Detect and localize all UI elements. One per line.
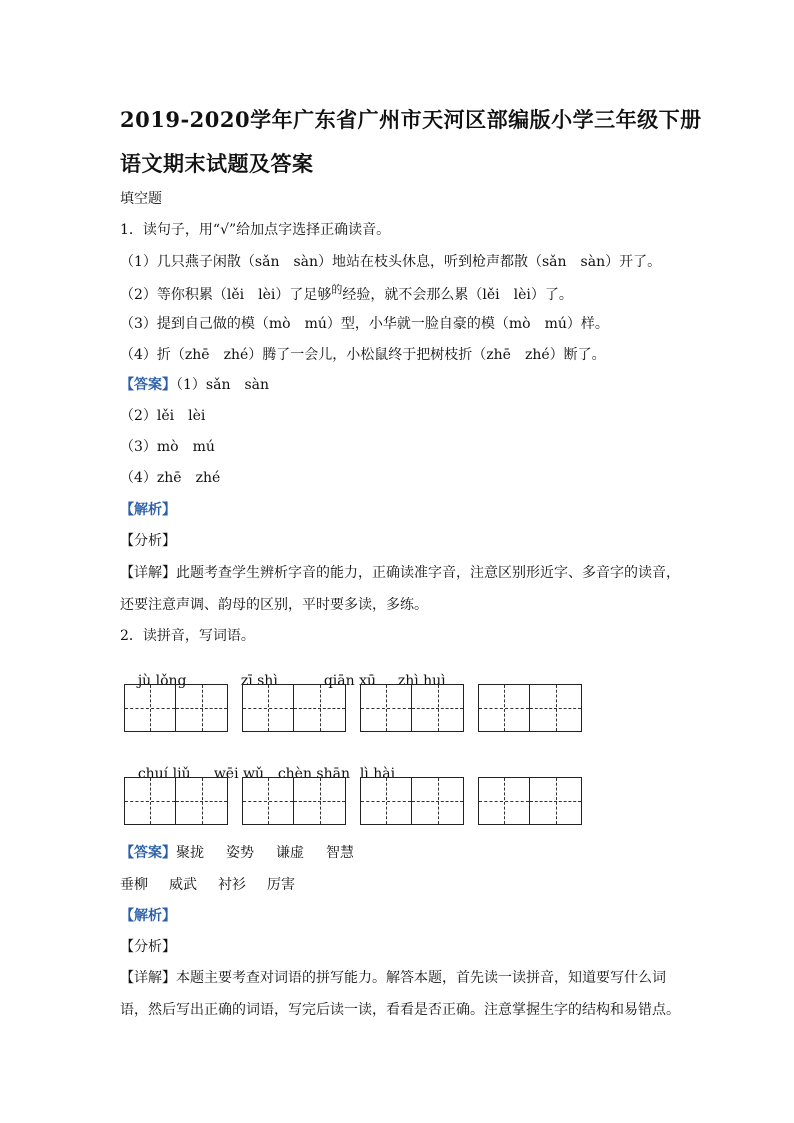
pinyin-item: chuí liǔ: [137, 766, 191, 782]
pinyin-item: chèn shān: [277, 766, 350, 782]
q1-item-4: （4）折（zhē zhé）腾了一会儿，小松鼠终于把树枝折（zhē zhé）断了。: [120, 347, 606, 363]
answer-word: 谦虚: [276, 845, 304, 861]
answer-word: 垂柳: [120, 877, 148, 893]
q2-writing-grid-row1: [124, 684, 582, 732]
answer-word: 姿势: [226, 845, 254, 861]
q1-answer-3: （3）mò mú: [120, 439, 215, 455]
tianzige-box[interactable]: [478, 684, 582, 732]
tianzige-box[interactable]: [478, 777, 582, 825]
answer-word: 厉害: [267, 877, 295, 893]
q1-answer-line: [120, 374, 269, 394]
q1-item-2-part-a: （2）等你积累（lěi lèi）了足够: [120, 287, 332, 303]
q1-analysis-label: 【解析】: [120, 502, 176, 518]
answer-word: 聚拢: [176, 845, 204, 861]
q1-item-2-dot-char: 的: [331, 283, 343, 296]
tianzige-box[interactable]: [242, 684, 346, 732]
pinyin-item: qiān xū: [323, 673, 376, 689]
q2-stem: 2．读拼音，写词语。: [120, 628, 255, 644]
answer-word: 威武: [169, 877, 197, 893]
tianzige-box[interactable]: [124, 777, 228, 825]
q2-detail-label: 【详解】: [120, 970, 176, 986]
q1-item-3: （3）提到自己做的模（mò mú）型，小华就一脸自豪的模（mò mú）样。: [120, 316, 609, 332]
document-title-line1: 2019-2020学年广东省广州市天河区部编版小学三年级下册: [120, 107, 702, 132]
tianzige-box[interactable]: [360, 777, 464, 825]
q2-answer-line1: [120, 842, 354, 862]
q1-answer-4: （4）zhē zhé: [120, 470, 221, 486]
q1-fenxi-label: 【分析】: [120, 533, 176, 549]
q1-item-2: [120, 284, 573, 304]
q2-answer-line2: [120, 874, 295, 894]
q1-stem: 1．读句子，用“√”给加点字选择正确读音。: [120, 222, 391, 238]
pinyin-item: jù lǒng: [137, 673, 187, 689]
q2-detail-text1: 本题主要考查对词语的拼写能力。解答本题，首先读一读拼音，知道要写什么词: [176, 970, 666, 986]
q1-detail-line1: [120, 562, 680, 582]
pinyin-item: wēi wǔ: [213, 766, 265, 782]
document-title-line2: 语文期末试题及答案: [120, 151, 314, 176]
tianzige-box[interactable]: [124, 684, 228, 732]
q2-writing-grid-row2: [124, 777, 582, 825]
answer-word: 衬衫: [218, 877, 246, 893]
q1-answer-2: （2）lěi lèi: [120, 408, 206, 424]
q1-item-1: （1）几只燕子闲散（sǎn sàn）地站在枝头休息，听到枪声都散（sǎn sàn）开了。: [120, 254, 662, 270]
q2-detail-line2: 语，然后写出正确的词语，写完后读一读，看看是否正确。注意掌握生字的结构和易错点。: [120, 1002, 680, 1018]
q2-answer-label: 【答案】: [120, 845, 176, 861]
q2-analysis-label: 【解析】: [120, 908, 176, 924]
q1-detail-label: 【详解】: [120, 565, 176, 581]
pinyin-item: zhì huì: [397, 673, 446, 689]
q1-answer-label: 【答案】: [120, 377, 176, 393]
answer-word: 智慧: [326, 845, 354, 861]
pinyin-item: lì hài: [359, 766, 396, 782]
q1-answer-1: （1）sǎn sàn: [176, 377, 270, 393]
section-heading: 填空题: [120, 191, 162, 207]
pinyin-item: zī shì: [240, 673, 278, 689]
q2-detail-line1: [120, 967, 666, 987]
q2-fenxi-label: 【分析】: [120, 939, 176, 955]
q1-item-2-part-b: 经验，就不会那么累（lěi lèi）了。: [342, 287, 573, 303]
tianzige-box[interactable]: [360, 684, 464, 732]
q1-detail-text1: 此题考查学生辨析字音的能力，正确读准字音，注意区别形近字、多音字的读音，: [176, 565, 680, 581]
q1-detail-line2: 还要注意声调、韵母的区别，平时要多读，多练。: [120, 597, 428, 613]
tianzige-box[interactable]: [242, 777, 346, 825]
